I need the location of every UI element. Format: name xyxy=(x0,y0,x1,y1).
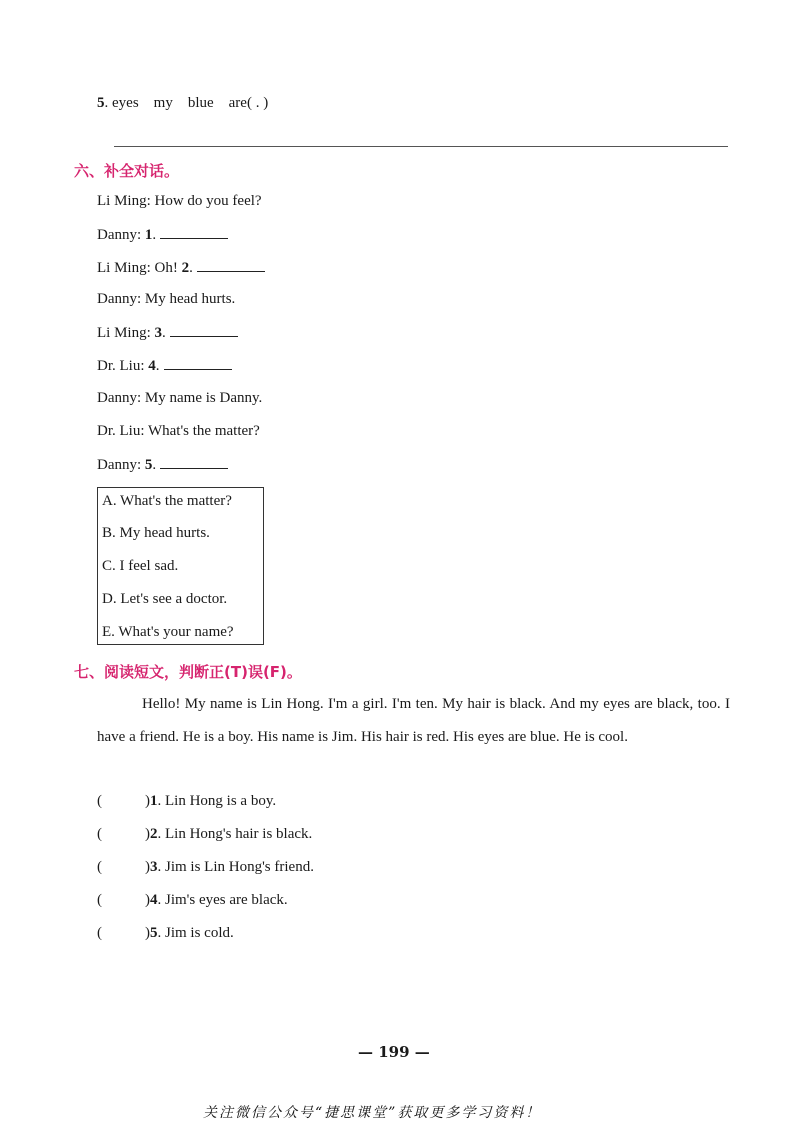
answer-blank[interactable] xyxy=(160,226,228,239)
answer-parentheses[interactable]: ( xyxy=(97,826,102,842)
dialog-line: Dr. Liu: 4. xyxy=(97,357,232,375)
answer-parentheses[interactable]: ( xyxy=(97,859,102,875)
section-7-title: 七、阅读短文，判断正(T)误(F)。 xyxy=(74,663,302,681)
statement-text: . Lin Hong's hair is black. xyxy=(157,826,313,842)
question-text: . eyes my blue are( . ) xyxy=(104,95,269,111)
answer-blank[interactable] xyxy=(197,259,265,272)
dialog-line xyxy=(97,291,235,308)
option-b: B. My head hurts. xyxy=(102,525,210,541)
blank-number: 3 xyxy=(154,325,163,341)
statement-number: 3 xyxy=(150,859,158,875)
dialog-text: Danny: xyxy=(97,457,145,473)
blank-number: 4 xyxy=(148,358,156,374)
answer-blank[interactable] xyxy=(170,324,238,337)
dialog-text: Dr. Liu: What's the matter? xyxy=(97,423,260,439)
option-a: A. What's the matter? xyxy=(102,493,232,509)
answer-parentheses[interactable]: ( xyxy=(97,925,102,941)
statement-row: ( )2. Lin Hong's hair is black. xyxy=(97,826,313,842)
dialog-line: Danny: 1. xyxy=(97,226,228,244)
statement-text: . Lin Hong is a boy. xyxy=(157,793,277,809)
option-c: C. I feel sad. xyxy=(102,558,179,574)
dialog-text: Li Ming: xyxy=(97,325,155,341)
reading-passage xyxy=(97,688,730,754)
blank-number: 1 xyxy=(144,227,153,243)
dialog-text: Li Ming: How do you feel? xyxy=(97,193,262,209)
statement-row: ( )1. Lin Hong is a boy. xyxy=(97,793,277,809)
answer-parentheses[interactable]: ( xyxy=(97,892,102,908)
statement-text: . Jim's eyes are black. xyxy=(157,892,288,908)
dialog-line xyxy=(97,193,262,210)
section-6-title: 六、补全对话。 xyxy=(74,162,180,180)
statement-text: . Jim is cold. xyxy=(157,925,234,941)
option-d: D. Let's see a doctor. xyxy=(102,591,228,607)
dialog-text: Danny: My head hurts. xyxy=(97,291,236,307)
option-e: E. What's your name? xyxy=(102,624,234,640)
page-number: — 199 — xyxy=(358,1043,430,1061)
options-box xyxy=(97,487,264,645)
answer-parentheses[interactable]: ( xyxy=(97,793,102,809)
statement-text: . Jim is Lin Hong's friend. xyxy=(157,859,314,875)
dialog-line xyxy=(97,423,260,440)
dialog-text: Li Ming: Oh! xyxy=(97,260,182,276)
dialog-text: Danny: xyxy=(97,227,145,243)
dialog-line: Danny: 5. xyxy=(97,456,228,474)
dialog-text: Danny: My name is Danny. xyxy=(97,390,263,406)
statement-number: 2 xyxy=(150,826,158,842)
blank-number: 5 xyxy=(144,457,153,473)
statement-row: ( )4. Jim's eyes are black. xyxy=(97,892,288,908)
prev-question-5 xyxy=(97,95,268,112)
dialog-text: Dr. Liu: xyxy=(97,358,149,374)
dialog-line: Li Ming: 3. xyxy=(97,324,238,342)
statement-row: ( )3. Jim is Lin Hong's friend. xyxy=(97,859,314,875)
footer-notice: 关注微信公众号“捷思课堂”获取更多学习资料！ xyxy=(203,1105,542,1121)
question-number: 5 xyxy=(97,95,105,111)
answer-line xyxy=(114,146,728,147)
passage-text: Hello! My name is Lin Hong. I'm a girl. I'm ten. My hair is black. And my eyes are black, too. I have a friend. He is a boy. His name is Jim. His hair is red. His eyes are blue. He is cool. xyxy=(97,696,730,745)
statement-row: ( )5. Jim is cold. xyxy=(97,925,234,941)
statement-number: 1 xyxy=(150,793,158,809)
statement-number: 4 xyxy=(150,892,158,908)
dialog-line: Li Ming: Oh! 2. xyxy=(97,259,265,277)
answer-blank[interactable] xyxy=(164,357,232,370)
dialog-line xyxy=(97,390,262,407)
answer-blank[interactable] xyxy=(160,456,228,469)
statement-number: 5 xyxy=(150,925,158,941)
blank-number: 2 xyxy=(181,260,190,276)
